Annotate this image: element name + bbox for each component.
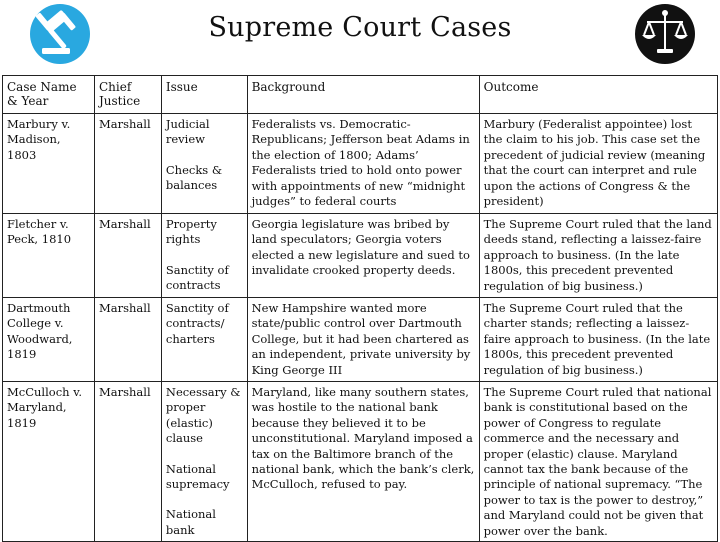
background-cell: Maryland, like many southern states, was hostile to the national bank because they believed it to be unconstitutional. Maryland imposed a tax on the Baltimore branch of the national bank, which the bank’s clerk, McCulloch, refused to pay. <box>247 382 479 542</box>
issue-item: Sanctity of contracts <box>165 262 229 293</box>
issue-item: Necessary & proper (elastic) clause <box>165 385 241 446</box>
issue-item: National supremacy <box>165 461 230 492</box>
background-cell: Federalists vs. Democratic-Republicans; Jefferson beat Adams in the election of 1800; Adams’ Federalists tried to hold onto power with appointments of new “midnight judges” to federal courts <box>247 114 479 214</box>
column-header-issue: Issue <box>161 76 247 114</box>
issue-item: Sanctity of contracts/ charters <box>165 301 229 346</box>
background-cell: Georgia legislature was bribed by land speculators; Georgia voters elected a new legislature and sued to invalidate crooked property deeds. <box>247 214 479 298</box>
scales-of-justice-icon <box>633 2 697 66</box>
column-header-background: Background <box>247 76 479 114</box>
case-name-cell: Fletcher v. Peck, 1810 <box>3 214 95 298</box>
justice-cell: Marshall <box>94 382 161 542</box>
outcome-cell: The Supreme Court ruled that the land deeds stand, reflecting a laissez-faire approach to business. (In the late 1800s, this precedent prevented regulation of big business.) <box>479 214 717 298</box>
table-row <box>3 214 718 298</box>
page-title: Supreme Court Cases <box>208 12 512 43</box>
outcome-cell: The Supreme Court ruled that the charter stands; reflecting a laissez-faire approach to business. (In the late 1800s, this precedent prevented regulation of big business.) <box>479 298 717 382</box>
justice-cell: Marshall <box>94 298 161 382</box>
cases-table <box>2 75 718 542</box>
table-row <box>3 298 718 382</box>
justice-cell: Marshall <box>94 214 161 298</box>
issue-cell <box>161 114 247 214</box>
column-header-justice: Chief Justice <box>94 76 161 114</box>
issue-item: Judicial review <box>165 117 210 147</box>
table-header-row <box>3 76 718 114</box>
column-header-case: Case Name & Year <box>3 76 95 114</box>
issue-item: Checks & balances <box>165 162 223 193</box>
issue-item: Property rights <box>165 217 217 247</box>
table-row <box>3 382 718 542</box>
issue-item: National bank <box>165 507 216 537</box>
issue-cell <box>161 382 247 542</box>
justice-cell: Marshall <box>94 114 161 214</box>
table-row <box>3 114 718 214</box>
background-cell: New Hampshire wanted more state/public control over Dartmouth College, but it had been chartered as an independent, private university by King George III <box>247 298 479 382</box>
column-header-outcome: Outcome <box>479 76 717 114</box>
issue-cell <box>161 298 247 382</box>
case-name-cell: Marbury v. Madison, 1803 <box>3 114 95 214</box>
case-name-cell: McCulloch v. Maryland, 1819 <box>3 382 95 542</box>
issue-cell <box>161 214 247 298</box>
outcome-cell: The Supreme Court ruled that national bank is constitutional based on the power of Congress to regulate commerce and the necessary and proper (elastic) clause. Maryland cannot tax the bank because of the principle of national supremacy. “The power to tax is the power to destroy,” and Maryland could not be given that power over the bank. <box>479 382 717 542</box>
outcome-cell: Marbury (Federalist appointee) lost the claim to his job. This case set the precedent of judicial review (meaning that the court can interpret and rule upon the actions of Congress & the president) <box>479 114 717 214</box>
case-name-cell: Dartmouth College v. Woodward, 1819 <box>3 298 95 382</box>
